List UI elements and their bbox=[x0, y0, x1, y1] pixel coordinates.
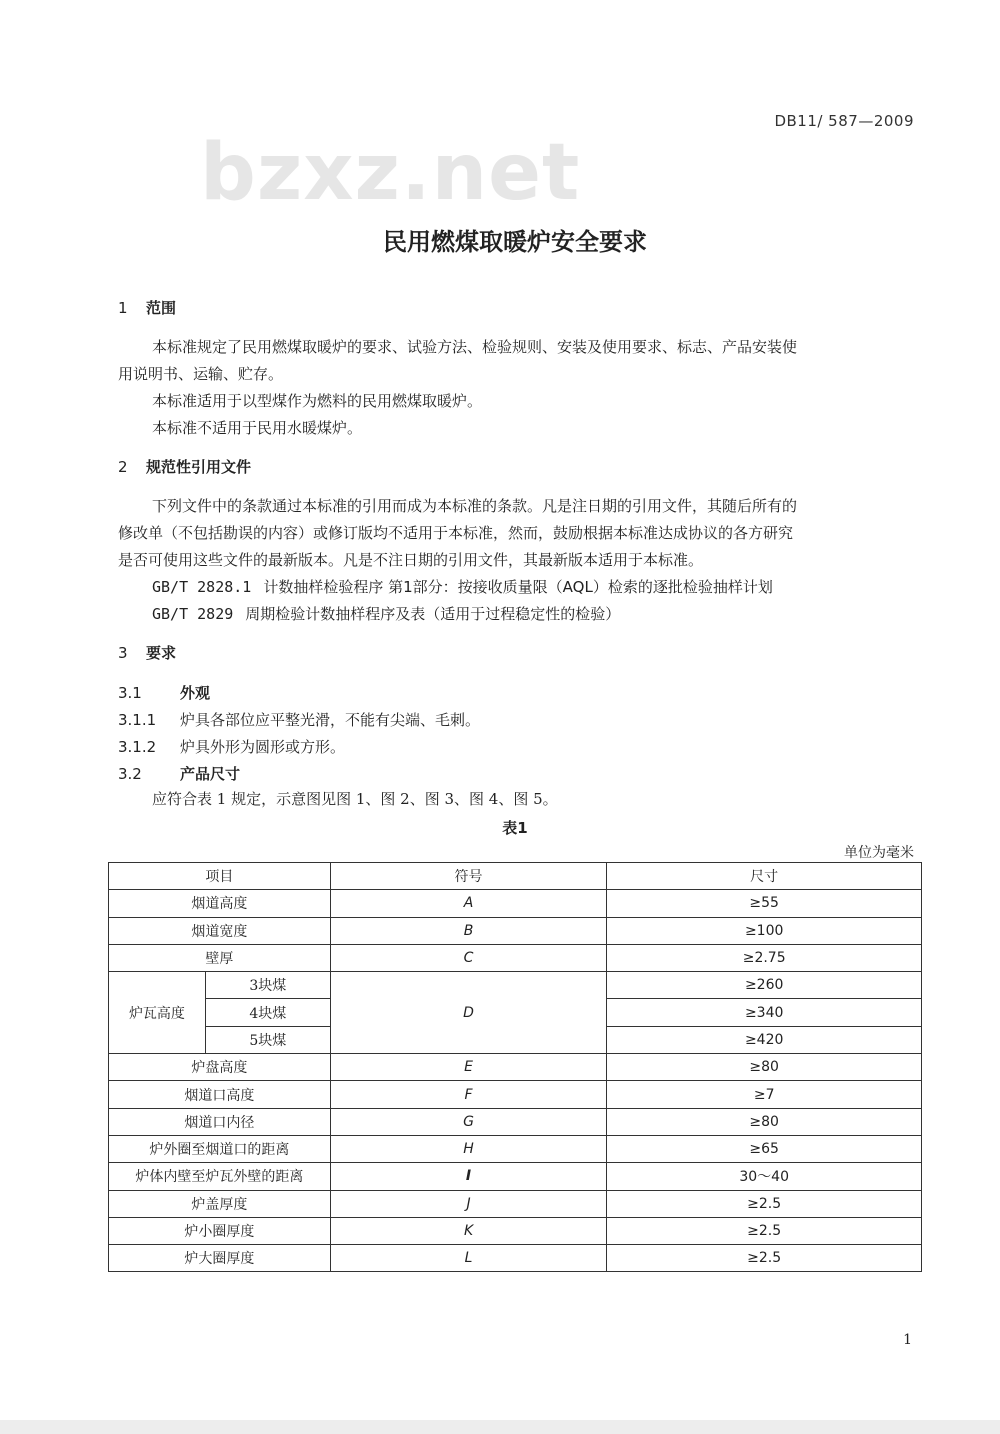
row-item: 炉体内壁至炉瓦外壁的距离 bbox=[109, 1163, 331, 1190]
row-symbol: L bbox=[330, 1245, 607, 1272]
row-size: ≥65 bbox=[607, 1135, 922, 1162]
paragraph-line: 用说明书、运输、贮存。 bbox=[118, 365, 284, 383]
table-unit: 单位为毫米 bbox=[844, 845, 914, 861]
row-symbol: K bbox=[330, 1217, 607, 1244]
row-item: 烟道口内径 bbox=[109, 1108, 331, 1135]
clause-number: 3.1.2 bbox=[118, 738, 157, 756]
row-item: 烟道口高度 bbox=[109, 1081, 331, 1108]
section-2-heading bbox=[118, 456, 251, 477]
row-item: 壁厚 bbox=[109, 944, 331, 971]
row-size: 30～40 bbox=[607, 1163, 922, 1190]
row-size: ≥340 bbox=[607, 999, 922, 1026]
paragraph-line: 应符合表 1 规定，示意图见图 1、图 2、图 3、图 4、图 5。 bbox=[152, 790, 558, 808]
table-row bbox=[109, 1190, 922, 1217]
paragraph-line: 本标准不适用于民用水暖煤炉。 bbox=[152, 419, 363, 437]
paragraph-line: 本标准规定了民用燃煤取暖炉的要求、试验方法、检验规则、安装及使用要求、标志、产品安装使 bbox=[152, 338, 798, 356]
viewer-footer-bar bbox=[0, 1420, 1000, 1434]
document-title: 民用燃煤取暖炉安全要求 bbox=[383, 228, 647, 256]
table-row bbox=[109, 944, 922, 971]
section-number: 3.1 bbox=[118, 684, 142, 702]
row-symbol: I bbox=[330, 1163, 607, 1190]
section-number: 2 bbox=[118, 458, 128, 476]
row-subitem: 5块煤 bbox=[205, 1026, 330, 1053]
table-row bbox=[109, 972, 922, 999]
row-size: ≥2.5 bbox=[607, 1245, 922, 1272]
table-row bbox=[109, 1135, 922, 1162]
table-title: 表1 bbox=[502, 819, 528, 837]
row-symbol: E bbox=[330, 1054, 607, 1081]
table-header-row bbox=[109, 863, 922, 890]
row-symbol: A bbox=[330, 890, 607, 917]
row-subitem: 3块煤 bbox=[205, 972, 330, 999]
row-symbol: H bbox=[330, 1135, 607, 1162]
row-item: 烟道宽度 bbox=[109, 917, 331, 944]
reference-code: GB/T 2829 bbox=[152, 605, 234, 623]
paragraph-line: 下列文件中的条款通过本标准的引用而成为本标准的条款。凡是注日期的引用文件，其随后所有的 bbox=[152, 497, 798, 515]
table-row bbox=[109, 1245, 922, 1272]
row-size: ≥80 bbox=[607, 1108, 922, 1135]
page-number: 1 bbox=[903, 1332, 912, 1348]
section-number: 3.2 bbox=[118, 765, 142, 783]
row-item: 烟道高度 bbox=[109, 890, 331, 917]
reference-title: 周期检验计数抽样程序及表（适用于过程稳定性的检验） bbox=[245, 605, 621, 623]
document-code: DB11/ 587—2009 bbox=[774, 112, 914, 130]
row-size: ≥80 bbox=[607, 1054, 922, 1081]
row-size: ≥2.75 bbox=[607, 944, 922, 971]
row-subitem: 4块煤 bbox=[205, 999, 330, 1026]
reference-item bbox=[152, 576, 773, 597]
header-symbol: 符号 bbox=[330, 863, 607, 890]
row-item: 炉小圈厚度 bbox=[109, 1217, 331, 1244]
dimension-table bbox=[108, 862, 922, 1272]
reference-code: GB/T 2828.1 bbox=[152, 578, 252, 596]
subsection-3-2-heading bbox=[118, 763, 240, 784]
table-row bbox=[109, 1108, 922, 1135]
subsection-3-1-heading bbox=[118, 682, 210, 703]
row-size: ≥260 bbox=[607, 972, 922, 999]
section-title: 产品尺寸 bbox=[180, 765, 241, 783]
row-size: ≥7 bbox=[607, 1081, 922, 1108]
row-symbol: D bbox=[330, 972, 607, 1054]
row-item: 炉外圈至烟道口的距离 bbox=[109, 1135, 331, 1162]
clause-text: 炉具外形为圆形或方形。 bbox=[180, 738, 346, 756]
table-row bbox=[109, 1081, 922, 1108]
clause-text: 炉具各部位应平整光滑，不能有尖端、毛刺。 bbox=[180, 711, 481, 729]
row-symbol: J bbox=[330, 1190, 607, 1217]
paragraph-line: 修改单（不包括勘误的内容）或修订版均不适用于本标准，然而，鼓励根据本标准达成协议的各方研究 bbox=[118, 524, 794, 542]
section-title: 外观 bbox=[180, 684, 211, 702]
clause-3-1-2 bbox=[118, 736, 345, 757]
paragraph-line: 是否可使用这些文件的最新版本。凡是不注日期的引用文件，其最新版本适用于本标准。 bbox=[118, 551, 704, 569]
section-1-heading bbox=[118, 297, 176, 318]
section-title: 范围 bbox=[146, 299, 177, 317]
row-size: ≥100 bbox=[607, 917, 922, 944]
row-size: ≥55 bbox=[607, 890, 922, 917]
section-3-heading bbox=[118, 642, 176, 663]
row-item: 炉盖厚度 bbox=[109, 1190, 331, 1217]
row-symbol: G bbox=[330, 1108, 607, 1135]
reference-title: 计数抽样检验程序 第1部分：按接收质量限（AQL）检索的逐批检验抽样计划 bbox=[263, 578, 773, 596]
header-item: 项目 bbox=[109, 863, 331, 890]
row-size: ≥420 bbox=[607, 1026, 922, 1053]
table-row bbox=[109, 1217, 922, 1244]
row-symbol: F bbox=[330, 1081, 607, 1108]
row-size: ≥2.5 bbox=[607, 1217, 922, 1244]
reference-item bbox=[152, 603, 620, 624]
table-row bbox=[109, 1163, 922, 1190]
row-item: 炉盘高度 bbox=[109, 1054, 331, 1081]
clause-number: 3.1.1 bbox=[118, 711, 157, 729]
section-title: 要求 bbox=[146, 644, 177, 662]
table-row bbox=[109, 917, 922, 944]
section-number: 3 bbox=[118, 644, 128, 662]
clause-3-1-1 bbox=[118, 709, 480, 730]
row-symbol: B bbox=[330, 917, 607, 944]
section-title: 规范性引用文件 bbox=[146, 458, 252, 476]
row-symbol: C bbox=[330, 944, 607, 971]
table-row bbox=[109, 1054, 922, 1081]
watermark: bzxz.net bbox=[200, 128, 581, 218]
section-number: 1 bbox=[118, 299, 128, 317]
row-item: 炉大圈厚度 bbox=[109, 1245, 331, 1272]
row-size: ≥2.5 bbox=[607, 1190, 922, 1217]
row-item: 炉瓦高度 bbox=[109, 972, 206, 1054]
paragraph-line: 本标准适用于以型煤作为燃料的民用燃煤取暖炉。 bbox=[152, 392, 483, 410]
table-row bbox=[109, 890, 922, 917]
header-size: 尺寸 bbox=[607, 863, 922, 890]
